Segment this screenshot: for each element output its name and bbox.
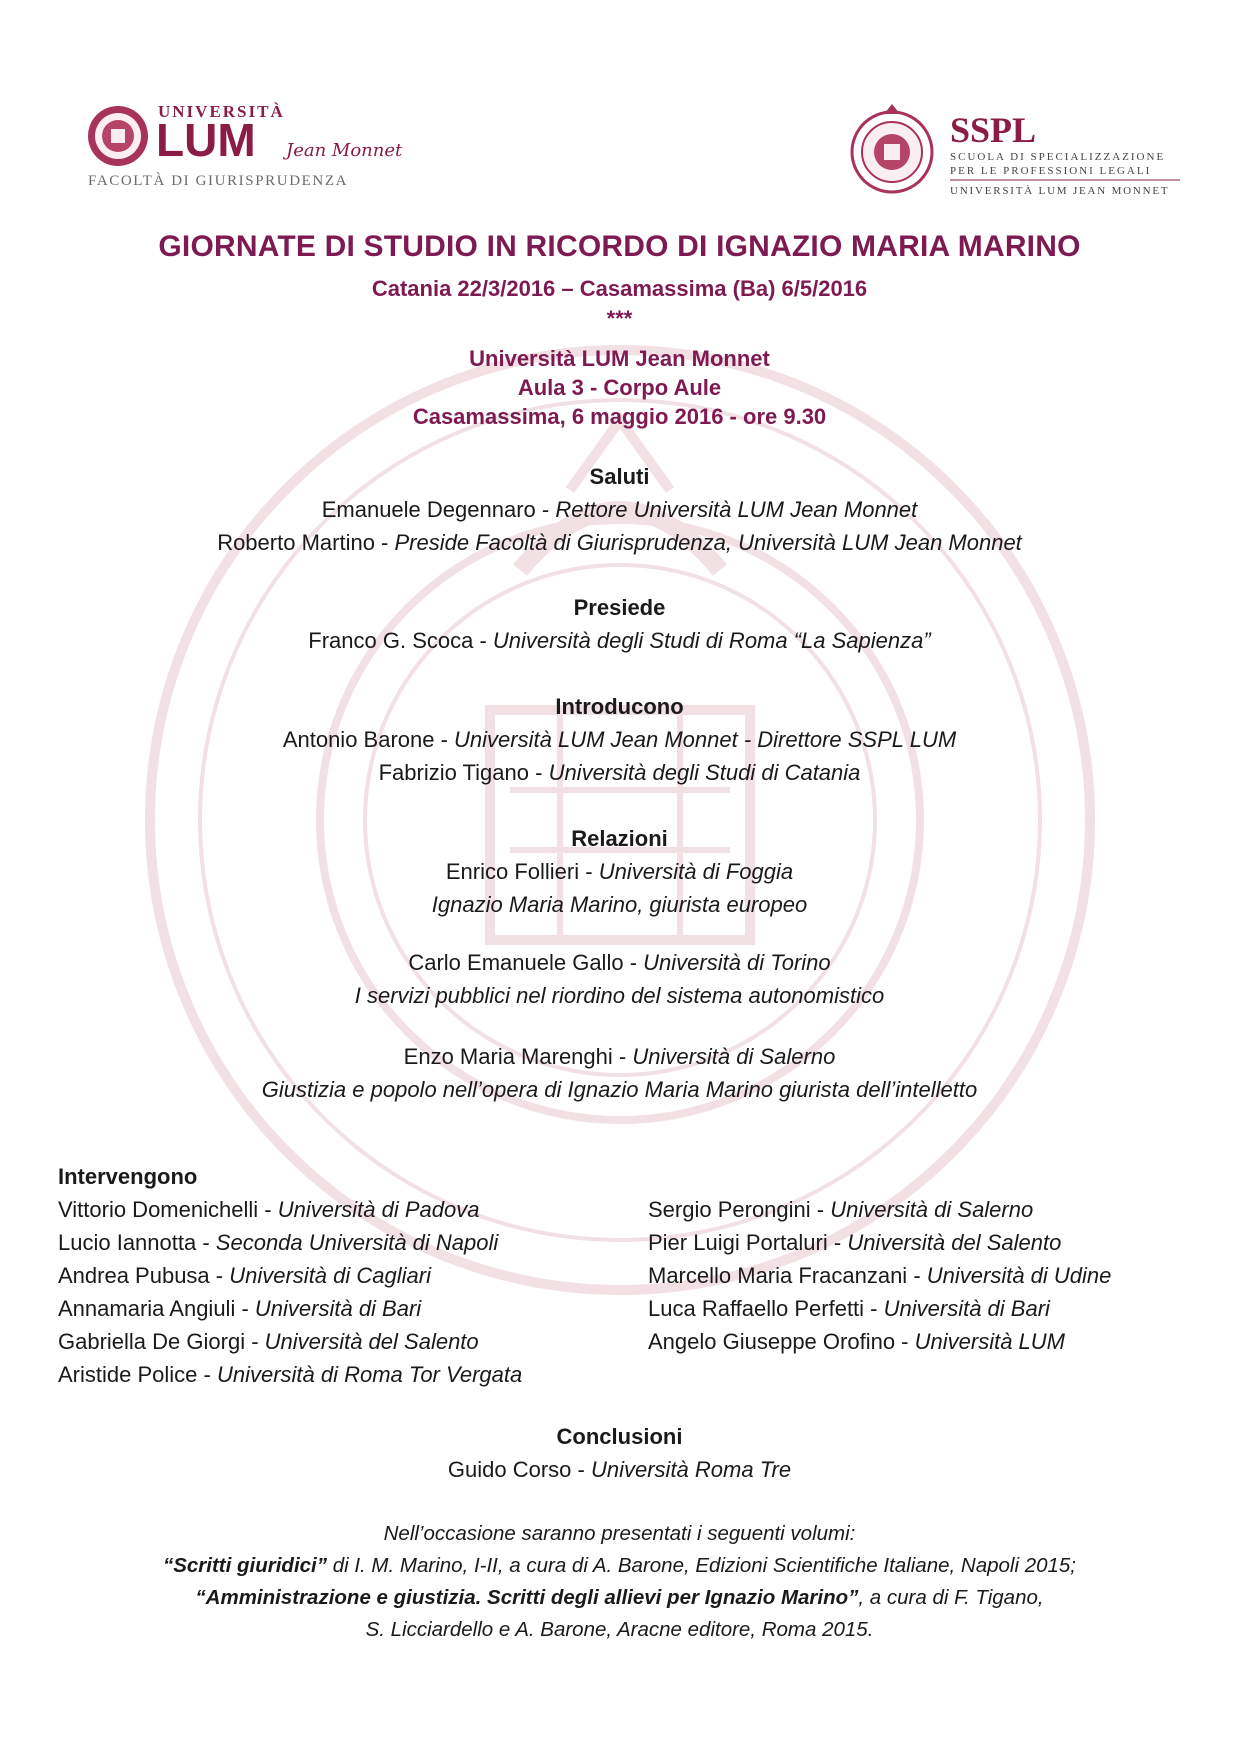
- section-saluti: [0, 460, 1239, 559]
- speaker-line: Marcello Maria Fracanzani - Università di Udine: [648, 1263, 1112, 1288]
- section-introducono: [0, 690, 1239, 789]
- section-title: Relazioni: [571, 826, 668, 851]
- logo-sspl-line1: SCUOLA DI SPECIALIZZAZIONE: [950, 151, 1166, 163]
- speakers-column-left: [58, 1193, 522, 1391]
- venue-university: Università LUM Jean Monnet: [469, 346, 770, 371]
- book-line-2: “Amministrazione e giustizia. Scritti degli allievi per Ignazio Marino”, a cura di F. Tigano,: [195, 1586, 1044, 1609]
- talk-title: Ignazio Maria Marino, giurista europeo: [431, 892, 808, 917]
- speaker-line: Antonio Barone - Università LUM Jean Monnet - Direttore SSPL LUM: [282, 727, 957, 752]
- speaker-line: Gabriella De Giorgi - Università del Salento: [58, 1329, 479, 1354]
- section-presiede: [0, 591, 1239, 657]
- speaker-line: Angelo Giuseppe Orofino - Università LUM: [648, 1329, 1065, 1354]
- speaker-line: Luca Raffaello Perfetti - Università di Bari: [648, 1296, 1050, 1321]
- event-dates: Catania 22/3/2016 – Casamassima (Ba) 6/5/2016: [371, 276, 868, 301]
- page-title: GIORNATE DI STUDIO IN RICORDO DI IGNAZIO MARIA MARINO: [158, 230, 1081, 263]
- speaker-line: Vittorio Domenichelli - Università di Padova: [58, 1197, 480, 1222]
- venue-datetime: Casamassima, 6 maggio 2016 - ore 9.30: [412, 404, 827, 429]
- section-conclusioni: [0, 1420, 1239, 1486]
- logo-lum: LUM: [156, 114, 256, 166]
- talk-title: I servizi pubblici nel riordino del sistema autonomistico: [354, 983, 885, 1008]
- logo-sspl-line2: PER LE PROFESSIONI LEGALI: [950, 165, 1152, 177]
- speaker-line: Guido Corso - Università Roma Tre: [447, 1457, 792, 1482]
- speaker-line: Roberto Martino - Preside Facoltà di Giurisprudenza, Università LUM Jean Monnet: [217, 530, 1022, 555]
- logo-universita: UNIVERSITÀ: [158, 102, 285, 121]
- section-title: Intervengono: [58, 1164, 198, 1189]
- speaker-line: Franco G. Scoca - Università degli Studi di Roma “La Sapienza”: [308, 628, 931, 653]
- speaker-line: Aristide Police - Università di Roma Tor Vergata: [58, 1362, 523, 1387]
- talk-title: Giustizia e popolo nell’opera di Ignazio Maria Marino giurista dell’intelletto: [261, 1077, 978, 1102]
- speaker-line: Sergio Perongini - Università di Salerno: [648, 1197, 1034, 1222]
- logo-facolta: FACOLTÀ DI GIURISPRUDENZA: [88, 173, 349, 189]
- speaker-line: Enrico Follieri - Università di Foggia: [445, 859, 794, 884]
- books-note: [0, 1518, 1239, 1646]
- speaker-line: Emanuele Degennaro - Rettore Università LUM Jean Monnet: [321, 497, 918, 522]
- speaker-line: Pier Luigi Portaluri - Università del Salento: [648, 1230, 1062, 1255]
- books-intro: Nell’occasione saranno presentati i seguenti volumi:: [383, 1522, 856, 1545]
- speaker-line: Carlo Emanuele Gallo - Università di Torino: [408, 950, 831, 975]
- section-title: Introducono: [555, 694, 684, 719]
- section-title: Presiede: [573, 595, 666, 620]
- lum-seal-icon: [88, 106, 148, 166]
- speaker-line: Enzo Maria Marenghi - Università di Salerno: [403, 1044, 836, 1069]
- separator: ***: [606, 306, 633, 331]
- venue-room: Aula 3 - Corpo Aule: [517, 375, 722, 400]
- section-intervengono: [58, 1160, 1198, 1387]
- logo-sspl: SSPL: [950, 110, 1037, 150]
- sspl-seal-icon: [852, 104, 932, 192]
- section-title: Conclusioni: [556, 1424, 683, 1449]
- sspl-logo: [850, 102, 1190, 202]
- section-title: Saluti: [589, 464, 650, 489]
- speakers-column-right: [648, 1193, 1111, 1358]
- logo-sspl-line3: UNIVERSITÀ LUM JEAN MONNET: [950, 185, 1170, 197]
- section-relazioni: [0, 822, 1239, 1106]
- book-line-1: “Scritti giuridici” di I. M. Marino, I-II, a cura di A. Barone, Edizioni Scientifiche Italiane, Napoli 2015;: [162, 1554, 1077, 1577]
- lum-faculty-logo: [86, 96, 406, 196]
- speaker-line: Annamaria Angiuli - Università di Bari: [58, 1296, 422, 1321]
- speaker-line: Fabrizio Tigano - Università degli Studi di Catania: [378, 760, 861, 785]
- book-line-3: S. Licciardello e A. Barone, Aracne editore, Roma 2015.: [365, 1618, 874, 1641]
- speaker-line: Andrea Pubusa - Università di Cagliari: [58, 1263, 431, 1288]
- logo-jean-monnet: Jean Monnet: [286, 140, 403, 161]
- speaker-line: Lucio Iannotta - Seconda Università di Napoli: [58, 1230, 499, 1255]
